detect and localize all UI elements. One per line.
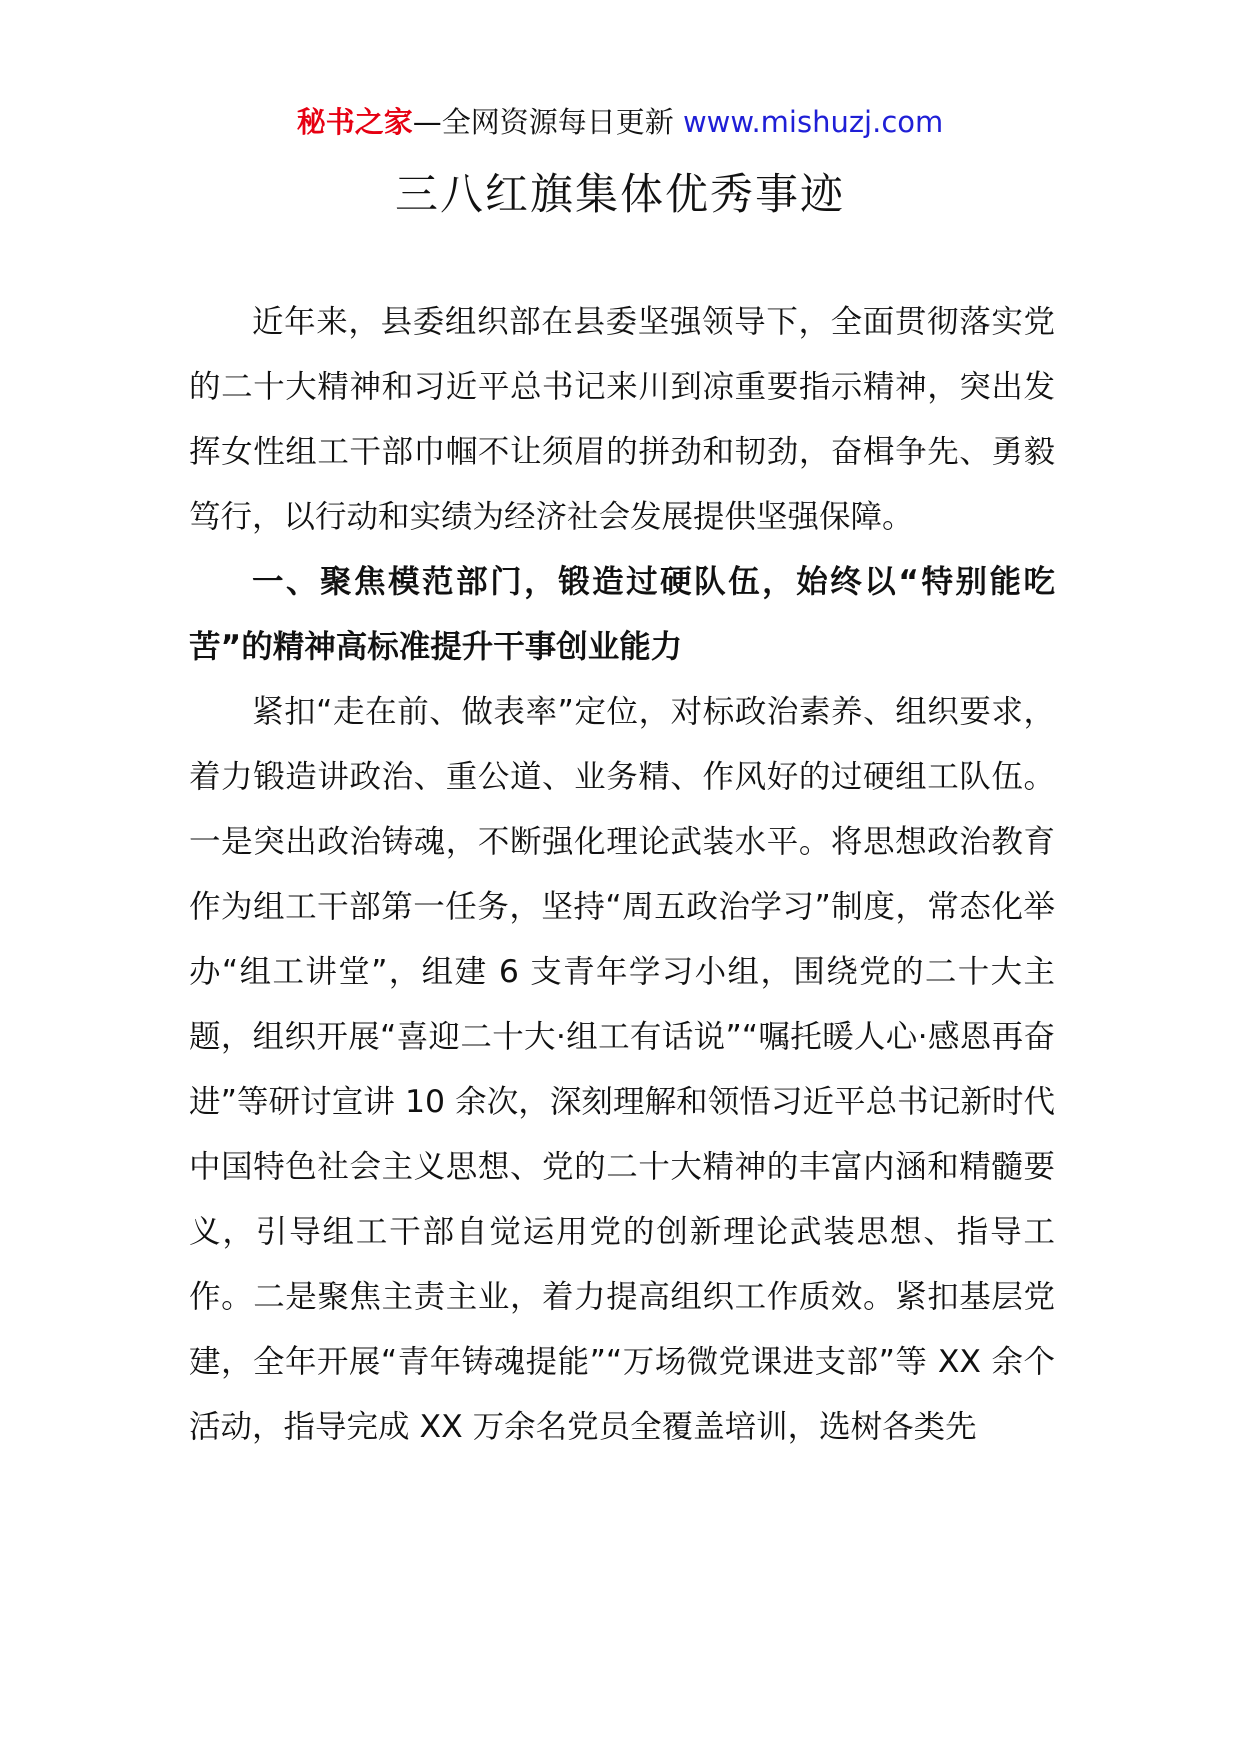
site-url-link[interactable]: www.mishuzj.com — [682, 105, 944, 139]
document-title: 三八红旗集体优秀事迹 — [395, 170, 845, 220]
intro-paragraph: 近年来，县委组织部在县委坚强领导下，全面贯彻落实党的二十大精神和习近平总书记来川到凉重要指示精神，突出发挥女性组工干部巾帼不让须眉的拼劲和韧劲，奋楫争先、勇毅笃行，以行动和实绩为经济社会发展提供坚强保障。 — [189, 304, 1055, 535]
brand-name: 秘书之家 — [296, 105, 413, 139]
header-tagline: —全网资源每日更新 — [412, 105, 674, 139]
site-header — [0, 100, 1240, 144]
body-paragraph: 紧扣“走在前、做表率”定位，对标政治素养、组织要求，着力锻造讲政治、重公道、业务精、作风好的过硬组工队伍。一是突出政治铸魂，不断强化理论武装水平。将思想政治教育作为组工干部第一任务，坚持“周五政治学习”制度，常态化举办“组工讲堂”，组建 6 支青年学习小组，围绕党的二十大主题，组织开展“喜迎二十大·组工有话说”“嘱托暖人心·感恩再奋进”等研讨宣讲 10 余次，深刻理解和领悟习近平总书记新时代中国特色社会主义思想、党的二十大精神的丰富内涵和精髓要义，引导组工干部自觉运用党的创新理论武装思想、指导工作。二是聚焦主责主业，着力提高组织工作质效。紧扣基层党建，全年开展“青年铸魂提能”“万场微党课进支部”等 XX 余个活动，指导完成 XX 万余名党员全覆盖培训，选树各类先 — [189, 694, 1055, 1445]
document-body — [189, 290, 1055, 1460]
section-heading: 一、聚焦模范部门，锻造过硬队伍，始终以“特别能吃苦”的精神高标准提升干事创业能力 — [189, 564, 1055, 665]
